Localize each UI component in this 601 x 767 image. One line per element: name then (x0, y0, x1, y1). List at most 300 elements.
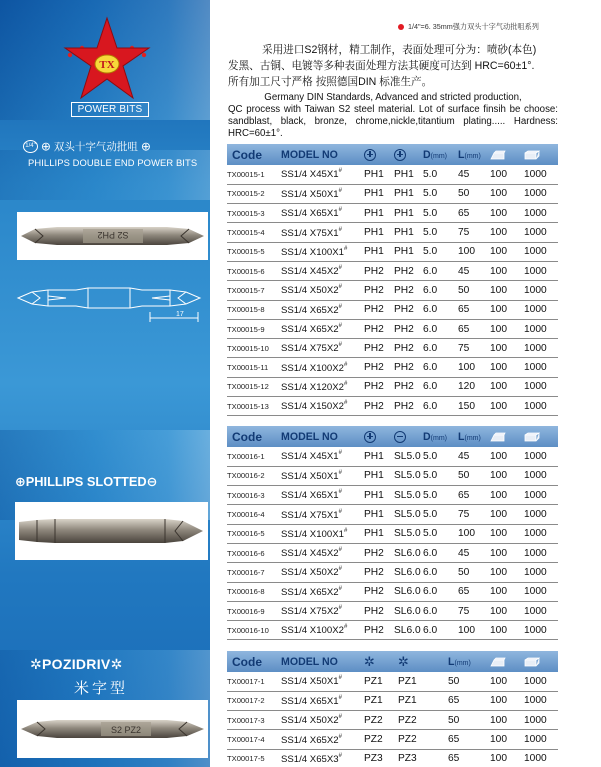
cell-a: PH1 (364, 466, 394, 485)
cell-l: 75 (458, 505, 490, 524)
cell-model: SS1/4 X150X2# (281, 397, 364, 416)
table-header (227, 426, 558, 447)
cell-q2: 1000 (524, 749, 558, 767)
cell-model: SS1/4 X65X2# (281, 730, 364, 749)
cell-code: TX00017-2 (227, 691, 281, 710)
cell-q2: 1000 (524, 358, 558, 377)
cell-q1: 100 (490, 184, 524, 203)
cell-l: 75 (458, 339, 490, 358)
table-row (227, 242, 558, 261)
cell-l: 45 (458, 261, 490, 280)
cell-l: 50 (458, 184, 490, 203)
slotted-bit-photo (15, 502, 208, 560)
cell-model: SS1/4 X50X2# (281, 711, 364, 730)
cell-q1: 100 (490, 601, 524, 620)
phillips-icon (364, 431, 376, 443)
section3-title-cn: 米字型 (74, 680, 129, 697)
cell-q2: 1000 (524, 582, 558, 601)
cell-a: PH1 (364, 447, 394, 466)
cell-a: PH1 (364, 524, 394, 543)
cell-b: PZ2 (398, 711, 440, 730)
cell-a: PH2 (364, 621, 394, 640)
cell-d: 6.0 (423, 601, 458, 620)
cell-a: PH1 (364, 505, 394, 524)
cell-q1: 100 (490, 505, 524, 524)
cell-q1: 100 (490, 319, 524, 338)
table-row (227, 730, 558, 749)
phillips-double-table (227, 144, 558, 416)
cell-b: PZ2 (398, 730, 440, 749)
cell-d: 6.0 (423, 621, 458, 640)
cell-b: PH2 (394, 358, 423, 377)
col-model: MODEL NO (281, 144, 364, 165)
cell-code: TX00016-5 (227, 524, 281, 543)
table-row (227, 447, 558, 466)
section2-title-row (15, 474, 157, 490)
col-inner-box (490, 144, 524, 165)
cell-q1: 100 (490, 377, 524, 396)
cell-b: SL6.0 (394, 601, 423, 620)
table-header (227, 651, 558, 672)
cell-code: TX00017-5 (227, 749, 281, 767)
section1-title-cn: 双头十字气动批咀 (53, 141, 138, 153)
cell-l: 50 (440, 672, 490, 691)
red-dot-icon (398, 24, 404, 30)
cell-model: SS1/4 X45X2# (281, 543, 364, 562)
cell-l: 150 (458, 397, 490, 416)
cell-model: SS1/4 X50X2# (281, 281, 364, 300)
col-length: L(mm) (458, 426, 490, 447)
table-row (227, 749, 558, 767)
cell-q2: 1000 (524, 672, 558, 691)
cell-a: PH2 (364, 300, 394, 319)
cell-q1: 100 (490, 711, 524, 730)
cell-code: TX00015-1 (227, 165, 281, 184)
col-tip-b (394, 426, 423, 447)
cell-a: PH2 (364, 543, 394, 562)
cell-q1: 100 (490, 261, 524, 280)
cell-l: 50 (458, 281, 490, 300)
cell-b: PH1 (394, 165, 423, 184)
col-carton (524, 144, 558, 165)
cell-a: PH2 (364, 261, 394, 280)
cell-b: PH2 (394, 397, 423, 416)
cell-q2: 1000 (524, 711, 558, 730)
cell-q2: 1000 (524, 184, 558, 203)
cell-a: PZ1 (364, 691, 398, 710)
dimension-label: 17 (176, 311, 184, 318)
cell-code: TX00016-3 (227, 486, 281, 505)
cell-b: PH2 (394, 319, 423, 338)
cell-q1: 100 (490, 543, 524, 562)
cell-model: SS1/4 X100X1# (281, 524, 364, 543)
cell-b: PH2 (394, 261, 423, 280)
table-row (227, 672, 558, 691)
cell-code: TX00016-10 (227, 621, 281, 640)
cell-q2: 1000 (524, 165, 558, 184)
pozidriv-bit-photo (17, 700, 208, 758)
series-label: 1/4"=6. 35mm强力双头十字气动批咀系列 (408, 22, 539, 31)
cell-b: SL5.0 (394, 466, 423, 485)
cell-q2: 1000 (524, 242, 558, 261)
col-length: L(mm) (458, 144, 490, 165)
intro-en-rest: QC process with Taiwan S2 steel material. Lot of surface finsih be choose: sandblast, black, bronze, chrome,nickle,titantium plating..... Hardness: HRC=60±1°. (228, 104, 558, 139)
cell-code: TX00017-4 (227, 730, 281, 749)
cell-code: TX00015-6 (227, 261, 281, 280)
cell-d: 5.0 (423, 447, 458, 466)
cell-q2: 1000 (524, 447, 558, 466)
col-diameter: D(mm) (423, 426, 458, 447)
cell-d: 5.0 (423, 204, 458, 223)
cell-q2: 1000 (524, 223, 558, 242)
table-row (227, 184, 558, 203)
cell-a: PH2 (364, 563, 394, 582)
table-row (227, 505, 558, 524)
cell-a: PH1 (364, 204, 394, 223)
col-carton (524, 651, 558, 672)
series-header (398, 22, 598, 32)
cell-a: PH2 (364, 377, 394, 396)
cell-l: 45 (458, 165, 490, 184)
cell-l: 65 (458, 204, 490, 223)
cell-q2: 1000 (524, 377, 558, 396)
cell-q2: 1000 (524, 730, 558, 749)
cell-q1: 100 (490, 749, 524, 767)
cell-model: SS1/4 X50X1# (281, 184, 364, 203)
phillips-icon (364, 149, 376, 161)
col-length: L(mm) (440, 651, 490, 672)
table-row (227, 261, 558, 280)
cell-l: 100 (458, 358, 490, 377)
section1-title-cn-row (23, 139, 151, 154)
cell-q1: 100 (490, 621, 524, 640)
col-carton (524, 426, 558, 447)
cell-model: SS1/4 X100X2# (281, 621, 364, 640)
col-tip-a (364, 426, 394, 447)
cell-q1: 100 (490, 691, 524, 710)
cell-model: SS1/4 X65X3# (281, 749, 364, 767)
cell-d: 6.0 (423, 358, 458, 377)
cell-l: 65 (440, 691, 490, 710)
cell-q1: 100 (490, 397, 524, 416)
cell-q1: 100 (490, 204, 524, 223)
cell-model: SS1/4 X75X2# (281, 339, 364, 358)
cell-d: 6.0 (423, 543, 458, 562)
cell-model: SS1/4 X50X1# (281, 466, 364, 485)
cell-a: PH2 (364, 601, 394, 620)
cell-l: 65 (440, 749, 490, 767)
cell-q1: 100 (490, 524, 524, 543)
cell-code: TX00015-9 (227, 319, 281, 338)
table-row (227, 601, 558, 620)
cell-a: PZ2 (364, 730, 398, 749)
cell-l: 65 (458, 300, 490, 319)
col-code: Code (227, 144, 281, 165)
cell-code: TX00016-1 (227, 447, 281, 466)
photo-mark-ph: S2 PH2 (97, 230, 129, 240)
cell-d: 5.0 (423, 165, 458, 184)
cell-q1: 100 (490, 486, 524, 505)
cell-code: TX00015-5 (227, 242, 281, 261)
small-box-icon (490, 150, 506, 160)
cell-b: SL5.0 (394, 486, 423, 505)
section3-title-row (30, 656, 123, 673)
section3-title: POZIDRIV (42, 656, 111, 672)
cell-a: PH2 (364, 281, 394, 300)
cell-code: TX00016-9 (227, 601, 281, 620)
cell-l: 65 (440, 730, 490, 749)
cell-b: SL5.0 (394, 505, 423, 524)
cell-q1: 100 (490, 672, 524, 691)
cell-model: SS1/4 X45X1# (281, 165, 364, 184)
pozidriv-icon: ✲ (398, 653, 409, 669)
cell-b: PH1 (394, 223, 423, 242)
cell-model: SS1/4 X120X2# (281, 377, 364, 396)
cell-b: PH2 (394, 300, 423, 319)
table-row (227, 563, 558, 582)
cell-q1: 100 (490, 223, 524, 242)
cell-q2: 1000 (524, 621, 558, 640)
cell-code: TX00017-3 (227, 711, 281, 730)
cell-q2: 1000 (524, 601, 558, 620)
cell-b: PZ3 (398, 749, 440, 767)
cell-a: PZ3 (364, 749, 398, 767)
cell-q2: 1000 (524, 281, 558, 300)
table-header (227, 144, 558, 165)
cell-q1: 100 (490, 730, 524, 749)
small-box-icon (490, 657, 506, 667)
small-box-icon (490, 432, 506, 442)
cell-code: TX00015-7 (227, 281, 281, 300)
cell-model: SS1/4 X65X1# (281, 691, 364, 710)
slotted-icon (394, 431, 406, 443)
cell-a: PH2 (364, 339, 394, 358)
cell-code: TX00015-8 (227, 300, 281, 319)
pozidriv-icon: ✲ (110, 656, 123, 672)
cell-a: PH2 (364, 397, 394, 416)
intro-english (228, 92, 558, 140)
table-row (227, 204, 558, 223)
cell-d: 6.0 (423, 261, 458, 280)
carton-icon (524, 150, 540, 160)
table-row (227, 543, 558, 562)
table-row (227, 223, 558, 242)
cell-d: 6.0 (423, 582, 458, 601)
table-row (227, 339, 558, 358)
cell-l: 75 (458, 601, 490, 620)
col-tip-b (394, 144, 423, 165)
cell-model: SS1/4 X45X2# (281, 261, 364, 280)
cell-l: 100 (458, 524, 490, 543)
logo-caption: POWER BITS (71, 102, 149, 117)
cell-code: TX00015-12 (227, 377, 281, 396)
table-row (227, 358, 558, 377)
cell-l: 75 (458, 223, 490, 242)
cell-model: SS1/4 X75X1# (281, 223, 364, 242)
table-row (227, 582, 558, 601)
cell-code: TX00016-7 (227, 563, 281, 582)
cell-model: SS1/4 X75X1# (281, 505, 364, 524)
cell-l: 65 (458, 319, 490, 338)
cell-model: SS1/4 X100X1# (281, 242, 364, 261)
cell-a: PH2 (364, 319, 394, 338)
cell-a: PZ2 (364, 711, 398, 730)
pozidriv-table (227, 651, 558, 767)
cell-d: 5.0 (423, 524, 458, 543)
cell-code: TX00016-8 (227, 582, 281, 601)
cell-l: 100 (458, 242, 490, 261)
cell-q1: 100 (490, 447, 524, 466)
cell-d: 5.0 (423, 223, 458, 242)
cell-a: PZ1 (364, 672, 398, 691)
cell-model: SS1/4 X50X1# (281, 672, 364, 691)
cell-b: PH2 (394, 281, 423, 300)
pozidriv-icon: ✲ (364, 653, 375, 669)
cell-d: 6.0 (423, 300, 458, 319)
cell-a: PH2 (364, 582, 394, 601)
phillips-icon: ⊕ (15, 474, 26, 489)
sidebar (0, 0, 210, 767)
phillips-icon (394, 149, 406, 161)
table-row (227, 524, 558, 543)
cell-q1: 100 (490, 339, 524, 358)
cell-q2: 1000 (524, 261, 558, 280)
phillips-icon: ⊕ (140, 139, 151, 154)
cell-code: TX00016-2 (227, 466, 281, 485)
bit-technical-drawing (12, 278, 206, 336)
cell-q1: 100 (490, 358, 524, 377)
cell-q2: 1000 (524, 339, 558, 358)
intro-cn-line2: 发黑、古铜、电镀等多种表面处理方法其硬度可达到 HRC=60±1°. (228, 60, 535, 72)
cell-model: SS1/4 X65X2# (281, 582, 364, 601)
cell-b: SL6.0 (394, 543, 423, 562)
intro-cn-line3: 所有加工尺寸严格 按照德国DIN 标准生产。 (228, 76, 433, 88)
carton-icon (524, 432, 540, 442)
col-model: MODEL NO (281, 651, 364, 672)
slotted-icon: ⊖ (146, 474, 158, 489)
col-code: Code (227, 651, 281, 672)
cell-d: 5.0 (423, 486, 458, 505)
cell-a: PH1 (364, 486, 394, 505)
cell-q2: 1000 (524, 563, 558, 582)
table-row (227, 466, 558, 485)
cell-model: SS1/4 X100X2# (281, 358, 364, 377)
table-row (227, 165, 558, 184)
table-row (227, 377, 558, 396)
cell-d: 6.0 (423, 377, 458, 396)
col-code: Code (227, 426, 281, 447)
cell-a: PH1 (364, 242, 394, 261)
cell-d: 5.0 (423, 466, 458, 485)
cell-b: SL6.0 (394, 582, 423, 601)
cell-a: PH1 (364, 223, 394, 242)
cell-code: TX00015-3 (227, 204, 281, 223)
cell-q2: 1000 (524, 543, 558, 562)
col-tip-b (398, 651, 440, 672)
section2-title: PHILLIPS SLOTTED (25, 474, 147, 489)
logo-letters: TX (99, 59, 115, 71)
cell-q2: 1000 (524, 466, 558, 485)
col-tip-a (364, 651, 398, 672)
cell-q1: 100 (490, 466, 524, 485)
col-model: MODEL NO (281, 426, 364, 447)
cell-b: PZ1 (398, 691, 440, 710)
cell-l: 100 (458, 621, 490, 640)
table-row (227, 300, 558, 319)
cell-code: TX00015-13 (227, 397, 281, 416)
col-inner-box (490, 426, 524, 447)
table-row (227, 486, 558, 505)
cell-l: 50 (458, 563, 490, 582)
table-row (227, 621, 558, 640)
cell-d: 6.0 (423, 339, 458, 358)
cell-a: PH1 (364, 165, 394, 184)
cell-code: TX00015-10 (227, 339, 281, 358)
photo-mark-pz: S2 PZ2 (110, 725, 142, 735)
cell-a: PH1 (364, 184, 394, 203)
intro-chinese (228, 42, 558, 90)
cell-a: PH2 (364, 358, 394, 377)
cell-code: TX00017-1 (227, 672, 281, 691)
cell-l: 50 (458, 466, 490, 485)
cell-d: 5.0 (423, 505, 458, 524)
cell-code: TX00015-2 (227, 184, 281, 203)
cell-l: 120 (458, 377, 490, 396)
cell-code: TX00016-4 (227, 505, 281, 524)
cell-q1: 100 (490, 165, 524, 184)
cell-q2: 1000 (524, 691, 558, 710)
cell-model: SS1/4 X65X1# (281, 486, 364, 505)
cell-b: PH2 (394, 339, 423, 358)
cell-d: 6.0 (423, 319, 458, 338)
section1-title-en: PHILLIPS DOUBLE END POWER BITS (28, 157, 198, 168)
cell-q2: 1000 (524, 397, 558, 416)
col-inner-box (490, 651, 524, 672)
cell-b: SL6.0 (394, 621, 423, 640)
table-row (227, 691, 558, 710)
cell-q2: 1000 (524, 204, 558, 223)
carton-icon (524, 657, 540, 667)
cell-d: 6.0 (423, 397, 458, 416)
cell-code: TX00015-4 (227, 223, 281, 242)
cell-q1: 100 (490, 300, 524, 319)
cell-d: 6.0 (423, 563, 458, 582)
cell-l: 45 (458, 447, 490, 466)
cell-model: SS1/4 X65X2# (281, 300, 364, 319)
cell-model: SS1/4 X65X1# (281, 204, 364, 223)
cell-q1: 100 (490, 281, 524, 300)
cell-b: SL5.0 (394, 524, 423, 543)
cell-l: 45 (458, 543, 490, 562)
cell-b: PH1 (394, 184, 423, 203)
cell-code: TX00016-6 (227, 543, 281, 562)
intro-cn-line1: 采用进口S2钢材，精工制作，表面处理可分为：喷砂(本色) (262, 44, 537, 56)
cell-q1: 100 (490, 563, 524, 582)
cell-model: SS1/4 X50X2# (281, 563, 364, 582)
col-diameter: D(mm) (423, 144, 458, 165)
pozidriv-icon: ✲ (30, 656, 43, 672)
cell-d: 5.0 (423, 184, 458, 203)
cell-d: 6.0 (423, 281, 458, 300)
cell-model: SS1/4 X45X1# (281, 447, 364, 466)
cell-b: PZ1 (398, 672, 440, 691)
phillips-bit-photo (17, 212, 208, 260)
cell-q1: 100 (490, 242, 524, 261)
cell-model: SS1/4 X75X2# (281, 601, 364, 620)
cell-q2: 1000 (524, 300, 558, 319)
size-badge: 1/4" (23, 140, 38, 153)
cell-b: PH2 (394, 377, 423, 396)
